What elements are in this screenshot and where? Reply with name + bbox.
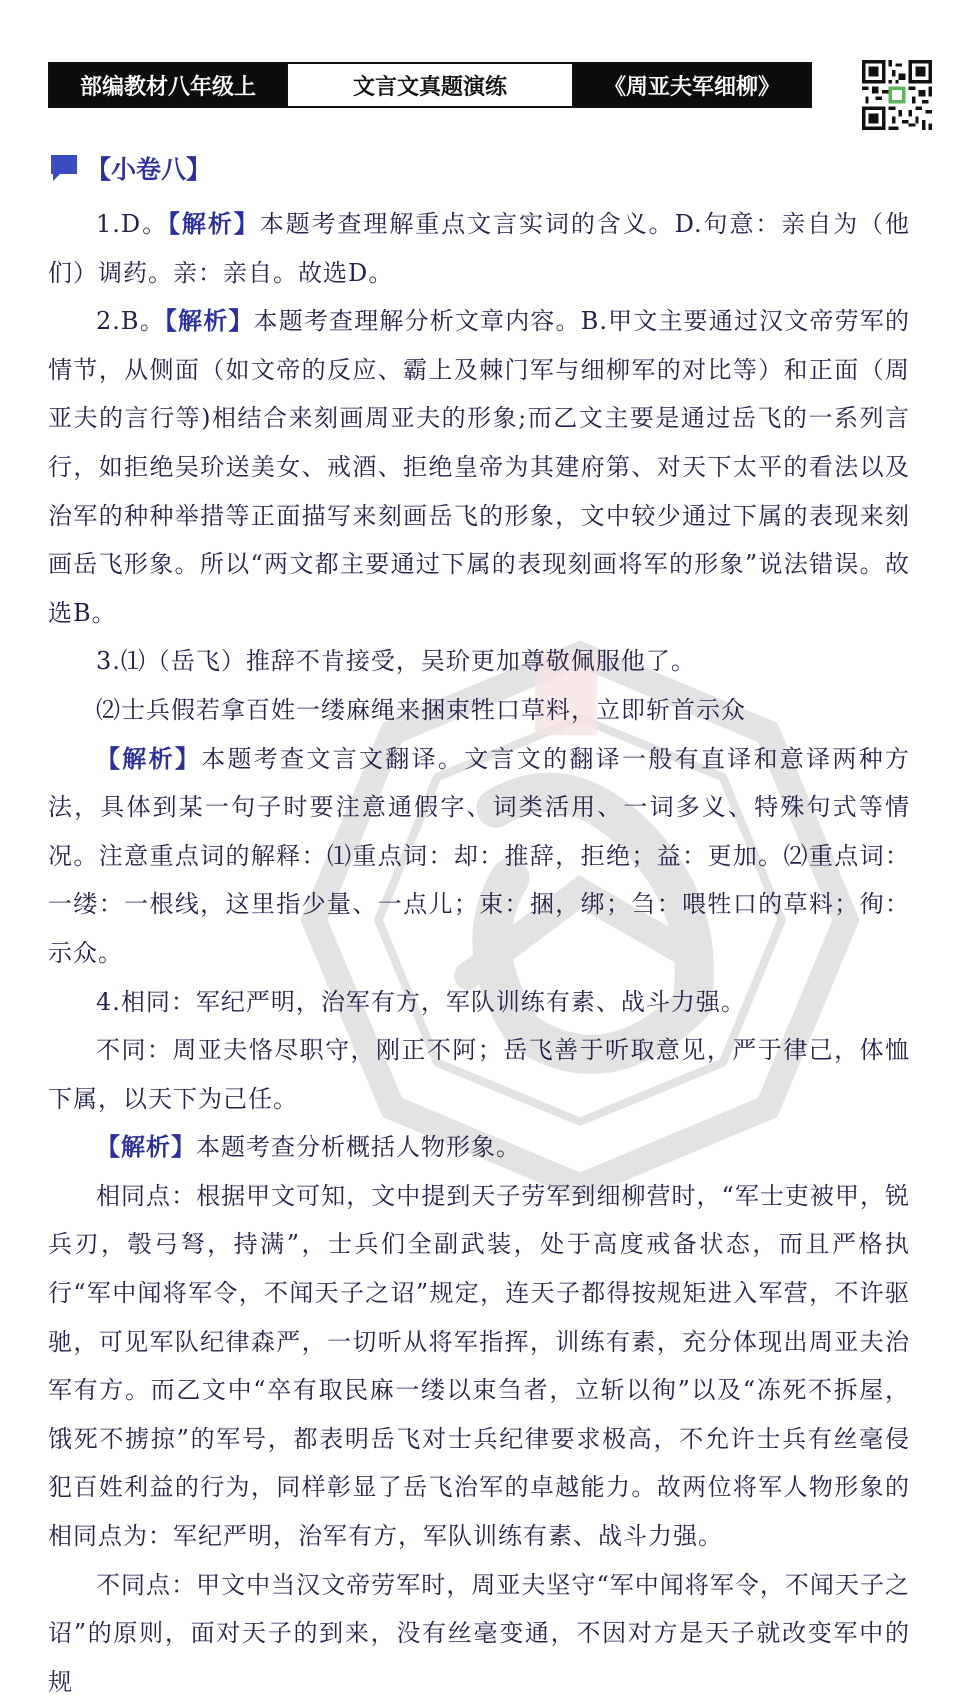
header-grade: 部编教材八年级上: [50, 64, 286, 106]
header-lesson: 《周亚夫军细柳》: [574, 64, 810, 106]
answer-3-analysis: [48, 735, 910, 978]
analysis-tag: 【解析】: [168, 209, 260, 238]
header-topic: 文言文真题演练: [286, 64, 574, 106]
section-title: [48, 150, 211, 186]
analysis-tag: 【解析】: [96, 1132, 196, 1162]
answer-2: [48, 297, 910, 637]
answer-text: 本题考查文言文翻译。文言文的翻译一般有直译和意译两种方法，具体到某一句子时要注意通假字、词类活用、一词多义、特殊句式等情况。注意重点词的解释：⑴重点词：却：推辞，拒绝；益：更加。⑵重点词：一缕：一根线，这里指少量、一点儿；束：捆，绑；刍：喂牲口的草料；徇：示众。: [48, 744, 911, 967]
answer-1: [48, 200, 910, 297]
analysis-tag: 【解析】: [164, 306, 254, 336]
answer-number: 1.D。: [96, 210, 168, 238]
answer-text: 本题考查分析概括人物形象。: [196, 1133, 521, 1162]
qr-code-icon: [862, 60, 932, 130]
flag-icon: [48, 152, 80, 184]
answer-3-1: 3.⑴（岳飞）推辞不肯接受，吴玠更加尊敬佩服他了。: [96, 647, 696, 676]
section-title-text: 【小卷八】: [86, 155, 212, 184]
header-bar: [48, 62, 812, 108]
answer-number: 2.B。: [96, 307, 165, 336]
answer-4-analysis: [48, 1123, 910, 1172]
answer-4-same-detail: 相同点：根据甲文可知，文中提到天子劳军到细柳营时，“军士吏被甲，锐兵刃，彀弓弩，持满”，士兵们全副武装，处于高度戒备状态，而且严格执行“军中闻将军令，不闻天子之诏”规定，连天子都得按规矩进入军营，不许驱驰，可见军队纪律森严，一切听从将军指挥，训练有素，充分体现出周亚夫治军有方。而乙文中“卒有取民麻一缕以束刍者，立斩以徇”以及“冻死不拆屋，饿死不掳掠”的军号，都表明岳飞对士兵纪律要求极高，不允许士兵有丝毫侵犯百姓利益的行为，同样彰显了岳飞治军的卓越能力。故两位将军人物形象的相同点为：军纪严明，治军有方，军队训练有素、战斗力强。: [48, 1181, 910, 1551]
answer-content: [48, 200, 910, 1706]
answer-text: 本题考查理解重点文言实词的含义。D.句意：亲自为（他们）调药。亲：亲自。故选D。: [48, 210, 911, 287]
analysis-tag: 【解析】: [96, 743, 202, 773]
answer-4-diff: 不同：周亚夫恪尽职守，刚正不阿；岳飞善于听取意见，严于律己，体恤下属，以天下为己任。: [48, 1036, 910, 1113]
answer-4-same: 4.相同：军纪严明，治军有方，军队训练有素、战斗力强。: [96, 987, 746, 1016]
answer-3-2: ⑵士兵假若拿百姓一缕麻绳来捆束牲口草料，立即斩首示众: [96, 695, 746, 724]
answer-text: 本题考查理解分析文章内容。B.甲文主要通过汉文帝劳军的情节，从侧面（如文帝的反应、霸上及棘门军与细柳军的对比等）和正面（周亚夫的言行等)相结合来刻画周亚夫的形象;而乙文主要是通过岳飞的一系列言行，如拒绝吴玠送美女、戒酒、拒绝皇帝为其建府第、对天下太平的看法以及治军的种种举措等正面描写来刻画岳飞的形象，文中较少通过下属的表现来刻画岳飞形象。所以“两文都主要通过下属的表现刻画将军的形象”说法错误。故选B。: [48, 307, 910, 627]
answer-4-diff-detail: 不同点：甲文中当汉文帝劳军时，周亚夫坚守“军中闻将军令，不闻天子之诏”的原则，面对天子的到来，没有丝毫变通，不因对方是天子就改变军中的规: [48, 1570, 910, 1696]
